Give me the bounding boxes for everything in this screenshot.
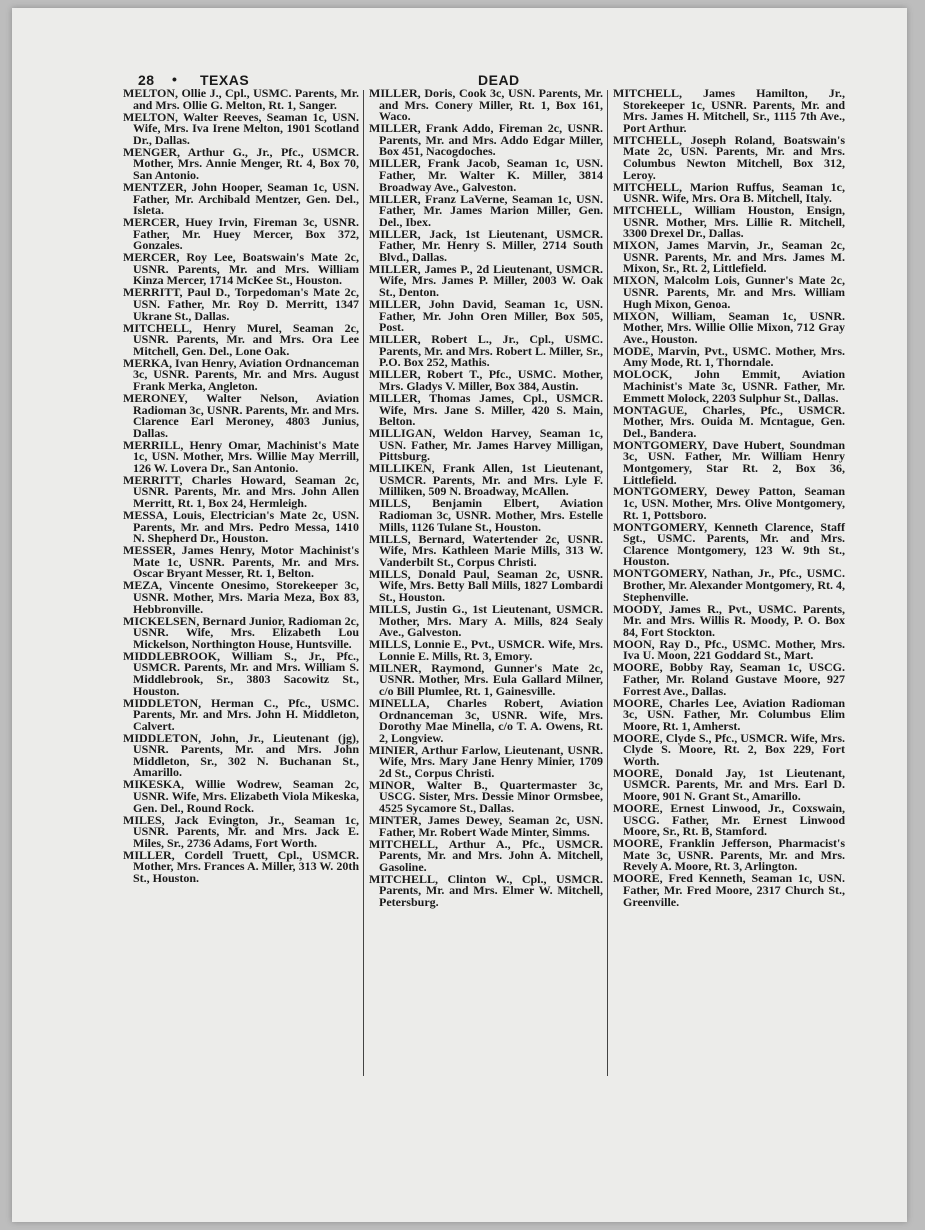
casualty-entry: MILLS, Bernard, Watertender 2c, USNR. Wife, Mrs. Kathleen Marie Mills, 313 W. Vanderbilt St., Corpus Christi. bbox=[369, 531, 603, 569]
casualty-entry: MILLIKEN, Frank Allen, 1st Lieutenant, USMCR. Parents, Mr. and Mrs. Lyle F. Milliken, 509 N. Broadway, McAllen. bbox=[369, 461, 603, 499]
casualty-entry: MILLER, James P., 2d Lieutenant, USMCR. Wife, Mrs. James P. Miller, 2003 W. Oak St., Denton. bbox=[369, 261, 603, 300]
casualty-entry: MIXON, James Marvin, Jr., Seaman 2c, USNR. Parents, Mr. and Mrs. James M. Mixon, Sr., Rt. 2, Littlefield. bbox=[613, 238, 845, 276]
casualty-entry: MICKELSEN, Bernard Junior, Radioman 2c, USNR. Wife, Mrs. Elizabeth Lou Mickelson, Northington House, Huntsville. bbox=[123, 613, 359, 651]
casualty-entry: MIDDLEBROOK, William S., Jr., Pfc., USMCR. Parents, Mr. and Mrs. William S. Middlebrook, Sr., 3803 Sacowitz St., Houston. bbox=[123, 648, 359, 698]
casualty-entry: MITCHELL, William Houston, Ensign, USNR. Mother, Mrs. Lillie R. Mitchell, 3300 Drexel Dr., Dallas. bbox=[613, 203, 845, 241]
casualty-entry: MILLER, Frank Addo, Fireman 2c, USNR. Parents, Mr. and Mrs. Addo Edgar Miller, Box 451, Nacogdoches. bbox=[369, 121, 603, 159]
casualty-entry: MILNER, Raymond, Gunner's Mate 2c, USNR. Mother, Mrs. Eula Gallard Milner, c/o Bill Plumlee, Rt. 1, Gainesville. bbox=[369, 660, 603, 698]
casualty-entry: MODE, Marvin, Pvt., USMC. Mother, Mrs. Amy Mode, Rt. 1, Thorndale. bbox=[613, 343, 845, 370]
casualty-entry: MONTAGUE, Charles, Pfc., USMCR. Mother, Mrs. Ouida M. Mcntague, Gen. Del., Bandera. bbox=[613, 402, 845, 440]
casualty-entry: MILLER, Franz LaVerne, Seaman 1c, USN. Father, Mr. James Marion Miller, Gen. Del., Ibex. bbox=[369, 191, 603, 229]
casualty-entry: MILLER, Jack, 1st Lieutenant, USMCR. Father, Mr. Henry S. Miller, 2714 South Blvd., Dallas. bbox=[369, 226, 603, 264]
casualty-entry: MITCHELL, James Hamilton, Jr., Storekeeper 1c, USNR. Parents, Mr. and Mrs. James H. Mitchell, Sr., 1115 7th Ave., Port Arthur. bbox=[613, 86, 845, 135]
casualty-entry: MIKESKA, Willie Wodrew, Seaman 2c, USNR. Wife, Mrs. Elizabeth Viola Mikeska, Gen. Del., Round Rock. bbox=[123, 777, 359, 815]
casualty-entry: MOORE, Clyde S., Pfc., USMCR. Wife, Mrs. Clyde S. Moore, Rt. 2, Box 229, Fort Worth. bbox=[613, 730, 845, 768]
casualty-entry: MITCHELL, Marion Ruffus, Seaman 1c, USNR. Wife, Mrs. Ora B. Mitchell, Italy. bbox=[613, 179, 845, 206]
casualty-entry: MELTON, Walter Reeves, Seaman 1c, USN. Wife, Mrs. Iva Irene Melton, 1901 Scotland Dr., Dallas. bbox=[123, 109, 359, 147]
column-divider bbox=[363, 90, 364, 1076]
casualty-entry: MONTGOMERY, Dewey Patton, Seaman 1c, USN. Mother, Mrs. Olive Montgomery, Rt. 1, Pottsboro. bbox=[613, 484, 845, 522]
casualty-entry: MINIER, Arthur Farlow, Lieutenant, USNR. Wife, Mrs. Mary Jane Henry Minier, 1709 2d St., Corpus Christi. bbox=[369, 742, 603, 780]
casualty-entry: MOORE, Charles Lee, Aviation Radioman 3c, USN. Father, Mr. Columbus Elim Moore, Rt. 1, Amherst. bbox=[613, 695, 845, 733]
column-2 bbox=[369, 88, 603, 909]
casualty-entry: MILLIGAN, Weldon Harvey, Seaman 1c, USN. Father, Mr. James Harvey Milligan, Pittsburg. bbox=[369, 426, 603, 464]
casualty-entry: MILLER, Robert T., Pfc., USMC. Mother, Mrs. Gladys V. Miller, Box 384, Austin. bbox=[369, 367, 603, 393]
casualty-entry: MONTGOMERY, Kenneth Clarence, Staff Sgt., USMC. Parents, Mr. and Mrs. Clarence Montgomery, 123 W. 9th St., Houston. bbox=[613, 519, 845, 569]
section-title: DEAD bbox=[478, 72, 520, 88]
casualty-entry: MERRITT, Paul D., Torpedoman's Mate 2c, USN. Father, Mr. Roy D. Merritt, 1347 Ukrane St., Dallas. bbox=[123, 285, 359, 323]
casualty-entry: MENTZER, John Hooper, Seaman 1c, USN. Father, Mr. Archibald Mentzer, Gen. Del., Isleta. bbox=[123, 179, 359, 218]
casualty-entry: MOLOCK, John Emmit, Aviation Machinist's Mate 3c, USNR. Father, Mr. Emmett Molock, 2203 Sulphur St., Dallas. bbox=[613, 367, 845, 405]
casualty-entry: MINELLA, Charles Robert, Aviation Ordnanceman 3c, USNR. Wife, Mrs. Dorothy Mae Minella, c/o T. A. Owens, Rt. 2, Longview. bbox=[369, 695, 603, 745]
casualty-entry: MILLER, Thomas James, Cpl., USMCR. Wife, Mrs. Jane S. Miller, 420 S. Main, Belton. bbox=[369, 390, 603, 429]
casualty-entry: MONTGOMERY, Dave Hubert, Soundman 3c, USN. Father, Mr. William Henry Montgomery, Star Rt. 2, Box 36, Littlefield. bbox=[613, 437, 845, 487]
casualty-entry: MOORE, Franklin Jefferson, Pharmacist's Mate 3c, USNR. Parents, Mr. and Mrs. Revely A. Moore, Rt. 3, Arlington. bbox=[613, 836, 845, 874]
page-number: 28 bbox=[138, 72, 155, 88]
casualty-entry: MIDDLETON, Herman C., Pfc., USMC. Parents, Mr. and Mrs. John H. Middleton, Calvert. bbox=[123, 695, 359, 733]
casualty-entry: MILLS, Lonnie E., Pvt., USMCR. Wife, Mrs. Lonnie E. Mills, Rt. 3, Emory. bbox=[369, 637, 603, 663]
casualty-entry: MOORE, Donald Jay, 1st Lieutenant, USMCR. Parents, Mr. and Mrs. Earl D. Moore, 901 N. Grant St., Amarillo. bbox=[613, 765, 845, 804]
casualty-entry: MERKA, Ivan Henry, Aviation Ordnanceman 3c, USNR. Parents, Mr. and Mrs. August Frank Merka, Angleton. bbox=[123, 355, 359, 393]
casualty-entry: MIDDLETON, John, Jr., Lieutenant (jg), USNR. Parents, Mr. and Mrs. John Middleton, Sr., 302 N. Buchanan St., Amarillo. bbox=[123, 730, 359, 780]
casualty-entry: MIXON, William, Seaman 1c, USNR. Mother, Mrs. Willie Ollie Mixon, 712 Gray Ave., Houston. bbox=[613, 308, 845, 346]
casualty-entry: MENGER, Arthur G., Jr., Pfc., USMCR. Mother, Mrs. Annie Menger, Rt. 4, Box 70, San Antonio. bbox=[123, 144, 359, 182]
casualty-entry: MONTGOMERY, Nathan, Jr., Pfc., USMC. Brother, Mr. Alexander Montgomery, Rt. 4, Stephenville. bbox=[613, 566, 845, 604]
casualty-entry: MESSER, James Henry, Motor Machinist's Mate 1c, USNR. Parents, Mr. and Mrs. Oscar Bryant Messer, Rt. 1, Belton. bbox=[123, 543, 359, 581]
casualty-entry: MERRITT, Charles Howard, Seaman 2c, USNR. Parents, Mr. and Mrs. John Allen Merritt, Rt. 1, Box 24, Hermleigh. bbox=[123, 472, 359, 511]
casualty-entry: MILLER, Robert L., Jr., Cpl., USMC. Parents, Mr. and Mrs. Robert L. Miller, Sr., P.O. Box 252, Mathis. bbox=[369, 332, 603, 370]
casualty-entry: MILLER, John David, Seaman 1c, USN. Father, Mr. John Oren Miller, Box 505, Post. bbox=[369, 297, 603, 335]
casualty-entry: MERRILL, Henry Omar, Machinist's Mate 1c, USN. Mother, Mrs. Willie May Merrill, 126 W. Lovera Dr., San Antonio. bbox=[123, 437, 359, 475]
casualty-entry: MILLS, Benjamin Elbert, Aviation Radioman 3c, USNR. Mother, Mrs. Estelle Mills, 1126 Tulane St., Houston. bbox=[369, 496, 603, 534]
casualty-entry: MILLS, Justin G., 1st Lieutenant, USMCR. Mother, Mrs. Mary A. Mills, 824 Sealy Ave., Galveston. bbox=[369, 601, 603, 640]
casualty-entry: MELTON, Ollie J., Cpl., USMC. Parents, Mr. and Mrs. Ollie G. Melton, Rt. 1, Sanger. bbox=[123, 86, 359, 112]
casualty-entry: MOODY, James R., Pvt., USMC. Parents, Mr. and Mrs. Willis R. Moody, P. O. Box 84, Fort Stockton. bbox=[613, 601, 845, 639]
bullet-separator: • bbox=[172, 71, 178, 87]
casualty-entry: MILLER, Frank Jacob, Seaman 1c, USN. Father, Mr. Walter K. Miller, 3814 Broadway Ave., Galveston. bbox=[369, 156, 603, 194]
casualty-entry: MITCHELL, Henry Murel, Seaman 2c, USNR. Parents, Mr. and Mrs. Ora Lee Mitchell, Gen. Del., Lone Oak. bbox=[123, 320, 359, 358]
casualty-entry: MITCHELL, Joseph Roland, Boatswain's Mate 2c, USN. Parents, Mr. and Mrs. Columbus Newton Mitchell, Box 312, Leroy. bbox=[613, 132, 845, 182]
casualty-entry: MINTER, James Dewey, Seaman 2c, USN. Father, Mr. Robert Wade Minter, Simms. bbox=[369, 813, 603, 839]
column-1 bbox=[123, 88, 359, 885]
casualty-entry: MESSA, Louis, Electrician's Mate 2c, USN. Parents, Mr. and Mrs. Pedro Messa, 1410 N. Shepherd Dr., Houston. bbox=[123, 508, 359, 546]
casualty-entry: MERCER, Roy Lee, Boatswain's Mate 2c, USNR. Parents, Mr. and Mrs. William Kinza Mercer, 1714 McKee St., Houston. bbox=[123, 250, 359, 288]
casualty-entry: MINOR, Walter B., Quartermaster 3c, USCG. Sister, Mrs. Dessie Minor Ormsbee, 4525 Sycamore St., Dallas. bbox=[369, 777, 603, 816]
casualty-entry: MILLER, Cordell Truett, Cpl., USMCR. Mother, Mrs. Frances A. Miller, 313 W. 20th St., Houston. bbox=[123, 847, 359, 885]
casualty-entry: MIXON, Malcolm Lois, Gunner's Mate 2c, USNR. Parents, Mr. and Mrs. William Hugh Mixon, Genoa. bbox=[613, 273, 845, 311]
casualty-entry: MILLER, Doris, Cook 3c, USN. Parents, Mr. and Mrs. Conery Miller, Rt. 1, Box 161, Waco. bbox=[369, 86, 603, 124]
casualty-entry: MEZA, Vincente Onesimo, Storekeeper 3c, USNR. Mother, Mrs. Maria Meza, Box 83, Hebbronville. bbox=[123, 578, 359, 616]
casualty-entry: MITCHELL, Clinton W., Cpl., USMCR. Parents, Mr. and Mrs. Elmer W. Mitchell, Petersburg. bbox=[369, 871, 603, 909]
casualty-entry: MILES, Jack Evington, Jr., Seaman 1c, USNR. Parents, Mr. and Mrs. Jack E. Miles, Sr., 2736 Adams, Fort Worth. bbox=[123, 812, 359, 850]
casualty-entry: MOON, Ray D., Pfc., USMC. Mother, Mrs. Iva U. Moon, 221 Goddard St., Mart. bbox=[613, 636, 845, 663]
casualty-entry: MOORE, Ernest Linwood, Jr., Coxswain, USCG. Father, Mr. Ernest Linwood Moore, Sr., Rt. B, Stamford. bbox=[613, 801, 845, 839]
casualty-entry: MERCER, Huey Irvin, Fireman 3c, USNR. Father, Mr. Huey Mercer, Box 372, Gonzales. bbox=[123, 215, 359, 253]
casualty-entry: MOORE, Fred Kenneth, Seaman 1c, USN. Father, Mr. Fred Moore, 2317 Church St., Greenville. bbox=[613, 871, 845, 909]
casualty-entry: MOORE, Bobby Ray, Seaman 1c, USCG. Father, Mr. Roland Gustave Moore, 927 Forrest Ave., Dallas. bbox=[613, 660, 845, 698]
casualty-entry: MERONEY, Walter Nelson, Aviation Radioman 3c, USNR. Parents, Mr. and Mrs. Clarence Earl Meroney, 4803 Junius, Dallas. bbox=[123, 390, 359, 440]
column-3 bbox=[613, 88, 845, 909]
state-heading: TEXAS bbox=[200, 72, 250, 88]
column-divider bbox=[607, 90, 608, 1076]
casualty-entry: MILLS, Donald Paul, Seaman 2c, USNR. Wife, Mrs. Betty Ball Mills, 1827 Lombardi St., Houston. bbox=[369, 566, 603, 604]
casualty-entry: MITCHELL, Arthur A., Pfc., USMCR. Parents, Mr. and Mrs. John A. Mitchell, Gasoline. bbox=[369, 836, 603, 874]
